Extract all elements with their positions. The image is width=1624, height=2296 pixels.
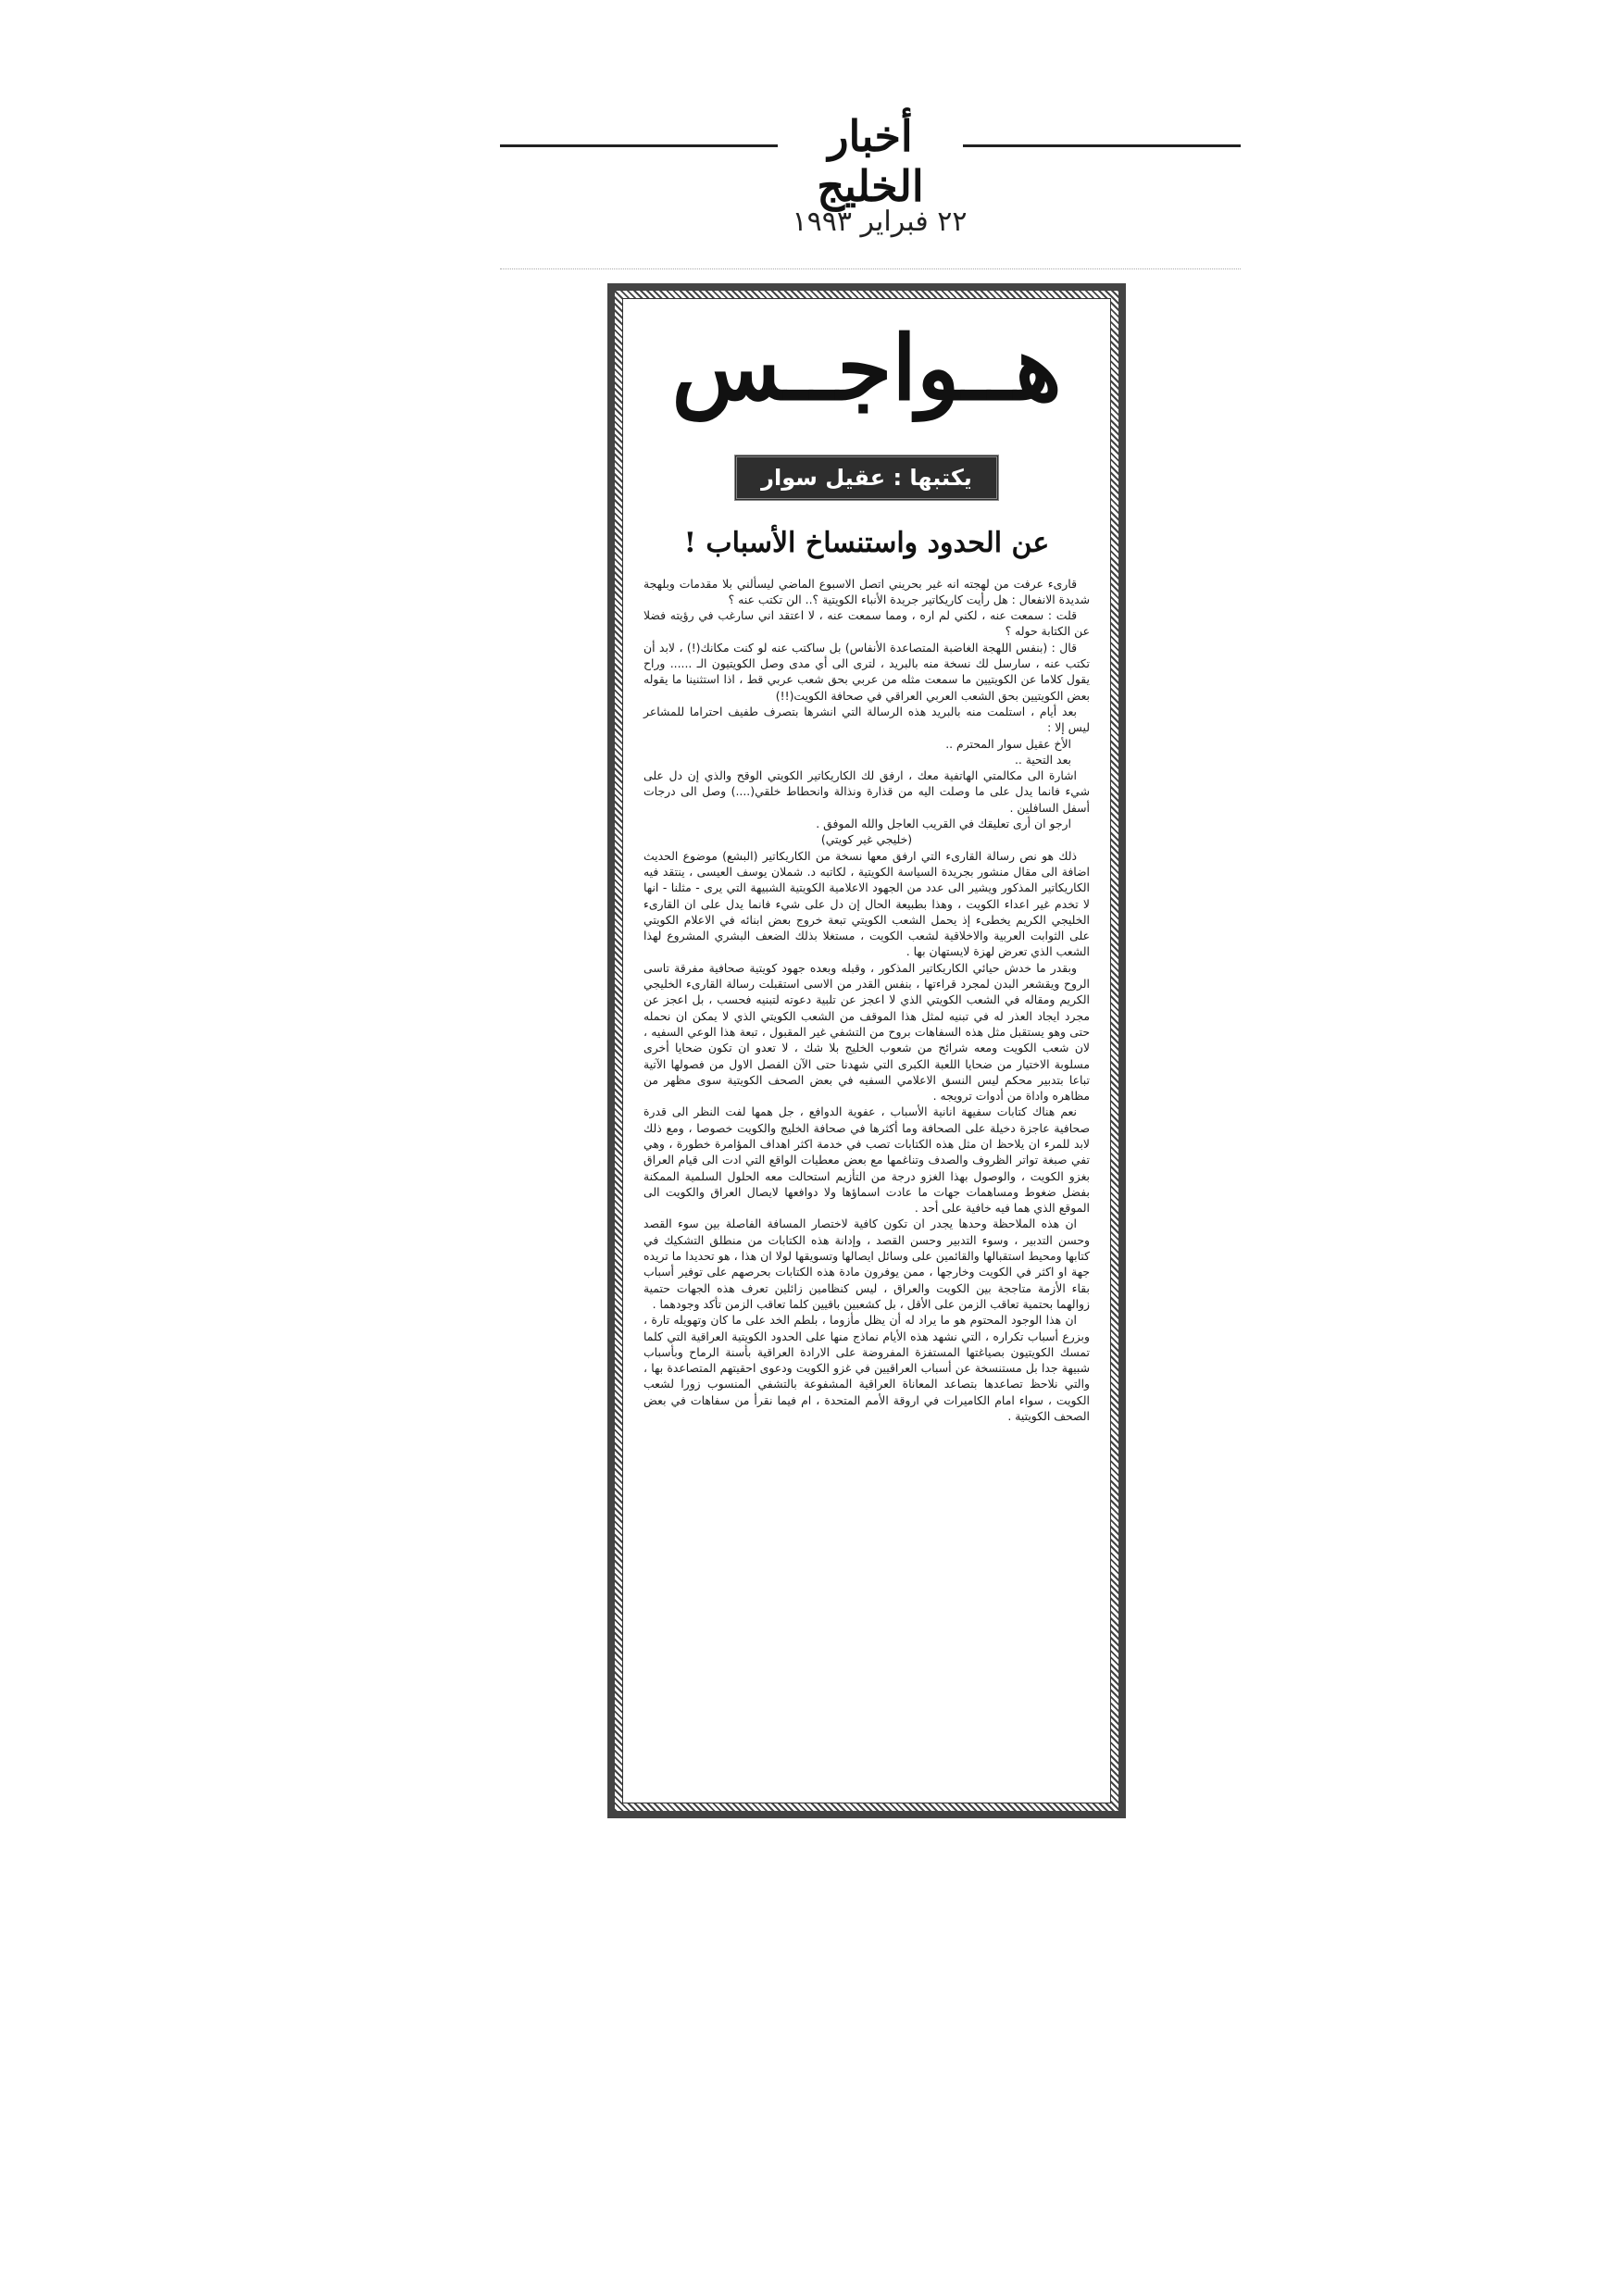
- article-paragraph: قال : (بنفس اللهجة الغاضبة المتصاعدة الأنفاس) بل ساكتب عنه لو كنت مكانك(!) ، لابد أن تكتب عنه ، سارسل لك نسخة منه بالبريد ، لترى الى أي مدى وصل الكويتيون الـ ...... وراح يقول كلاما عن الكويتيين ما سمعت مثله من عربي بحق شعب عربي قط ، اذا استثنينا ما يقوله بعض الكويتيين بحق الشعب العربي العراقي في صحافة الكويت(!!): [643, 640, 1090, 703]
- letter-greeting: بعد التحية ..: [1014, 752, 1071, 767]
- newspaper-logo: أخبار الخليج: [817, 111, 924, 211]
- masthead-rule-right: [963, 144, 1241, 147]
- byline: يكتبها : عقيل سوار: [734, 455, 999, 501]
- article-paragraph: وبقدر ما خدش حيائي الكاريكاتير المذكور ، وقبله وبعده جهود كويتية صحافية مفرقة تاسى الروح ويقشعر البدن لمجرد قراءتها ، بنفس القدر من الاسى استقبلت رسالة القارىء الخليجي الكريم ومقاله في الشعب الكويتي الذي لا اعجز عن تلبية دعوته لتبنيه فحسب ، بل اعجز عن مجرد ايجاد العذر له في تبنيه لمثل هذا الموقف من الشعب الكويتي الذي لا يمكن ان نحمله حتى وهو يستقبل مثل هذه السفاهات بروح من التشفي غير المقبول ، تبعة هذا الوعي السفيه ، لان شعب الكويت ومعه شرائح من شعوب الخليج بلا شك ، لا تعدو ان تكون ضحايا أخرى مسلوبة الاختيار من ضحايا اللعبة الكبرى التي شهدنا حتى الآن الفصل الاول من فصولها الآتية تباعا بتدبير محكم ليس النسق الاعلامي السفيه في بعض الصحف الكويتية سوى مظهر من مظاهره واداة من أدوات ترويجه .: [643, 960, 1090, 1104]
- masthead-rule-left: [500, 144, 778, 147]
- article-box: [622, 298, 1111, 1803]
- newspaper-masthead: [500, 111, 1241, 211]
- article-paragraph: قلت : سمعت عنه ، لكني لم اره ، ومما سمعت عنه ، لا اعتقد اني سارغب في رؤيته فضلا عن الكتابة حوله ؟: [643, 608, 1090, 639]
- clipping-separator: [500, 268, 1241, 269]
- article-paragraph: قارىء عرفت من لهجته انه غير بحريني اتصل الاسبوع الماضي ليسألني بلا مقدمات وبلهجة شديدة الانفعال : هل رأيت كاريكاتير جريدة الأنباء الكويتية ؟.. الن تكتب عنه ؟: [643, 576, 1090, 606]
- article-paragraph: ان هذا الوجود المحتوم هو ما يراد له أن يظل مأزوما ، بلطم الخد على ما كان وتهويله تارة ، وبزرع أسباب تكراره ، التي نشهد هذه الأيام نماذج منها على الحدود الكويتية العراقية التي كلما تمسك الكويتيون بصياغتها المستفزة المفروضة على الارادة العراقية بأسنة الرماح وبأسباب شبيهة جدا بل مستنسخة عن أسباب العراقيين في غزو الكويت ودعوى احقيتهم المتصاعدة بها ، والتي نلاحظ تصاعدها بتصاعد المعاناة العراقية المشفوعة بالتشفي المنسوب زورا لشعب الكويت ، سواء امام الكاميرات في اروقة الأمم المتحدة ، ام فيما نقرأ من سفاهات في بعض الصحف الكويتية .: [643, 1313, 1090, 1424]
- article-headline: عن الحدود واستنساخ الأسباب !: [683, 526, 1050, 559]
- article-paragraph: بعد أيام ، استلمت منه بالبريد هذه الرسالة التي انشرها بتصرف طفيف احتراما للمشاعر ليس إلا :: [643, 704, 1090, 735]
- byline-wrapper: [623, 455, 1110, 501]
- letter-body: اشارة الى مكالمتي الهاتفية معك ، ارفق لك الكاريكاتير الكويتي الوقح والذي إن دل على شيء فانما يدل على ما وصلت اليه من قذارة ونذالة وانحطاط خلقي(....) وصل الى درجات أسفل السافلين .: [643, 768, 1090, 815]
- letter-closing: ارجو ان أرى تعليقك في القريب العاجل والله الموفق .: [816, 817, 1071, 831]
- article-paragraph: ان هذه الملاحظة وحدها يجدر ان تكون كافية لاختصار المسافة الفاصلة بين سوء القصد وحسن التدبير ، وسوء التدبير وحسن القصد ، وإدانة هذه الكتابات من منطلق التشكيك في كتابها ومحيط استقبالها والقائمين على وسائل ايصالها وتسويقها لولا ان هذا ، هو تحديدا ما تريده جهة او اكثر في الكويت وخارجها ، ممن يوفرون مادة هذه الكتابات بحرصهم على توفير أسباب بقاء الأزمة متاججة بين الكويت والعراق ، ليس كنظامين زائلين تعرف هذه الجهات حتمية زوالهما بحتمية تعاقب الزمن على الأقل ، بل كشعبين باقيين كلما تعاقب الزمن تأكد وجودهما .: [643, 1217, 1090, 1311]
- article-paragraph: ذلك هو نص رسالة القارىء التي ارفق معها نسخة من الكاريكاتير (البشع) موضوع الحديث اضافة الى مقال منشور بجريدة السياسة الكويتية ، لكاتبه د. شملان يوسف العيسى ، ينتقد فيه الكاريكاتير المذكور ويشير الى عدد من الجهود الاعلامية الكويتية الشبيهة التي يرى - مثلنا - انها لا تخدم غير اعداء الكويت ، وهذا بطبيعة الحال إن دل على شيء فانما يدل على ان القارىء الخليجي الكريم يخطىء إذ يحمل الشعب الكويتي تبعة خروج بعض ابنائه في الاعلام الكويتي على الثوابت العربية والاخلاقية لشعب الكويت ، مستغلا بذلك الضعف البشري المشروع لهذا الشعب الذي تعرض لهزة لايستهان بها .: [643, 848, 1090, 959]
- article-body: [623, 576, 1110, 1425]
- publication-date: ٢٢ فبراير ١٩٩٣: [792, 206, 968, 238]
- article-paragraph: نعم هناك كتابات سفيهة انانية الأسباب ، عفوية الدوافع ، جل همها لفت النظر الى قدرة صحافية عاجزة دخيلة على الصحافة وما أكثرها في صحافة الخليج والكويت خصوصا ، ومع ذلك لابد للمرء ان يلاحظ ان مثل هذه الكتابات تصب في خدمة اكثر اهداف المؤامرة خطورة ، وهي تفي صبغة تواتر الظروف والصدف وتناغمها مع بعض معطيات الواقع التي ادت الى قيام العراق بغزو الكويت ، والوصول بهذا الغزو درجة من التأزيم استحالت معه الحلول السلمية الممكنة بفضل ضغوط ومساهمات جهات ما عادت اسماؤها ولا دوافعها لايصال العراق والكويت الى الموقع الذي هما فيه خافية على أحد .: [643, 1104, 1090, 1216]
- column-title: هــواجــس: [671, 316, 1062, 420]
- article-frame: [607, 283, 1126, 1818]
- letter-salutation: الأخ عقيل سوار المحترم ..: [945, 736, 1071, 751]
- letter-signature: (خليجي غير كويتي): [820, 832, 913, 847]
